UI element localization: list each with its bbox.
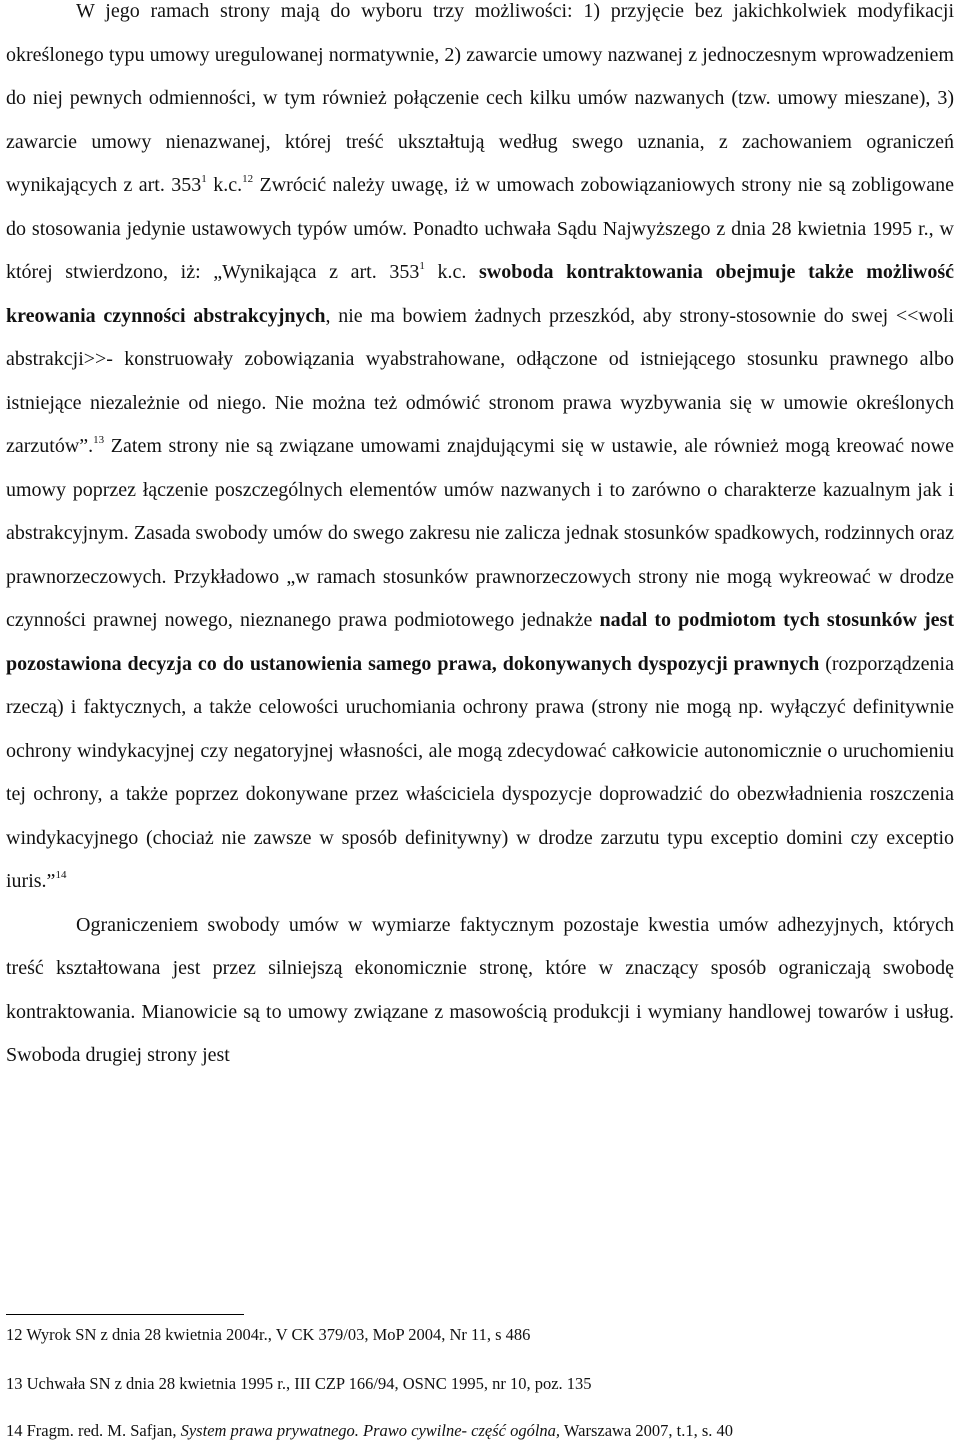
bold-text: nadal to podmiotom tych stosunków jest pozostawiona decyzja co do ustanowienia samego prawa, dokonywanych dyspozycji prawnych: [6, 609, 954, 675]
superscript: 1: [201, 173, 207, 185]
paragraph-1: [6, 0, 954, 904]
document-page: [6, 0, 954, 1078]
footnote-separator: [6, 1314, 244, 1315]
footnote-ref-13: 13: [93, 434, 105, 446]
italic-title: System prawa prywatnego. Prawo cywilne- część ogólna,: [180, 1421, 561, 1440]
text-run: k.c.: [424, 261, 480, 283]
footnote-ref-14: 14: [55, 869, 67, 881]
text-run: (rozporządzenia rzeczą) i faktycznych, a także celowości uruchomiania ochrony prawa (strony nie mogą np. wyłączyć definitywnie ochrony windykacyjnej czy negatoryjnej własności, ale mogą zdecydować całkowicie autonomicznie o uruchomieniu tej ochrony, a także poprzez dokonywane przez właściciela dyspozycje doprowadzić do obezwładnienia roszczenia windykacyjnego (chociaż nie zawsze w sposób definitywny) w drodze zarzutu typu exceptio domini czy exceptio iuris.”: [6, 652, 954, 892]
text-run: W jego ramach strony mają do wyboru trzy możliwości: 1) przyjęcie bez jakichkolwiek modyfikacji określonego typu umowy uregulowanej normatywnie, 2) zawarcie umowy nazwanej z jednoczesnym wprowadzeniem do niej pewnych odmienności, w tym również połączenie cech kilku umów nazwanych (tzw. umowy mieszane), 3) zawarcie umowy nienazwanej, której treść ukształtują według swego uznania, z zachowaniem ograniczeń wynikających z art. 353: [6, 0, 954, 196]
text-run: k.c.: [206, 174, 243, 196]
superscript: 1: [419, 260, 425, 272]
text-run: 14 Fragm. red. M. Safjan,: [6, 1421, 181, 1440]
text-run: , nie ma bowiem żadnych przeszkód, aby strony-stosownie do swej <<woli abstrakcji>>- konstruowały zobowiązania wyabstrahowane, odłączone od istniejącego stosunku prawnego albo istniejące niezależnie od niego. Nie można też odmówić stronom prawa wyzbywania się w umowie określonych zarzutów”.: [6, 304, 954, 457]
text-run: Zwrócić należy uwagę, iż w umowach zobowiązaniowych strony nie są zobligowane do stosowania jedynie ustawowych typów umów. Ponadto uchwała Sądu Najwyższego z dnia 28 kwietnia 1995 r., w której stwierdzono, iż: „Wynikająca z art. 353: [6, 174, 954, 283]
text-run: Warszawa 2007, t.1, s. 40: [560, 1421, 734, 1440]
text-run: Ograniczeniem swobody umów w wymiarze faktycznym pozostaje kwestia umów adhezyjnych, których treść kształtowana jest przez silniejszą ekonomicznie stronę, które w znaczący sposób ograniczają swobodę kontraktowania. Mianowicie są to umowy związane z masowością produkcji i wymiany handlowej towarów i usług. Swoboda drugiej strony jest: [6, 913, 954, 1066]
footnote-ref-12: 12: [242, 173, 254, 185]
text-run: Zatem strony nie są związane umowami znajdującymi się w ustawie, ale również mogą kreować nowe umowy poprzez łączenie poszczególnych elementów umów nazwanych i to zarówno o charakterze kazualnym jak i abstrakcyjnym. Zasada swobody umów do swego zakresu nie zalicza jednak stosunków spadkowych, rodzinnych oraz prawnorzeczowych. Przykładowo „w ramach stosunków prawnorzeczowych strony nie mogą wykreować w drodze czynności prawnej nowego, nieznanego prawa podmiotowego jednakże: [6, 435, 954, 631]
footnote-12: 12 Wyrok SN z dnia 28 kwietnia 2004r., V CK 379/03, MoP 2004, Nr 11, s 486: [6, 1325, 531, 1344]
footnote-13: 13 Uchwała SN z dnia 28 kwietnia 1995 r., III CZP 166/94, OSNC 1995, nr 10, poz. 135: [6, 1374, 592, 1393]
bold-text: swoboda kontraktowania obejmuje także możliwość kreowania czynności abstrakcyjnych: [6, 261, 954, 327]
paragraph-2: [6, 904, 954, 1078]
footnote-14: [6, 1421, 733, 1441]
